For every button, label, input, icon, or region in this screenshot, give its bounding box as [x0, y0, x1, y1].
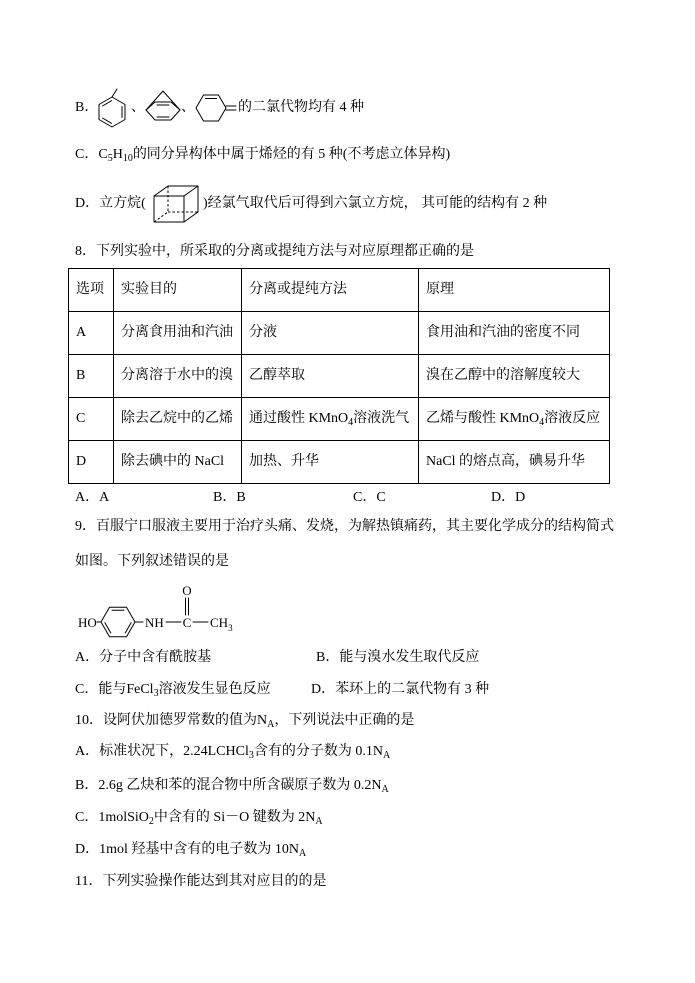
- q9-option-d: D．苯环上的二氯代物有 3 种: [311, 682, 490, 697]
- double-bond: [125, 623, 131, 633]
- text-segment: 溶液反应: [544, 411, 601, 426]
- subscript: A: [381, 784, 389, 795]
- toluene-structure: [95, 86, 135, 132]
- benzene-ring: [101, 607, 135, 636]
- table-row: [69, 312, 610, 355]
- double-bond: [105, 623, 111, 633]
- q8-stem: 8．下列实验中，所采取的分离或提纯方法与对应原理都正确的是: [75, 244, 474, 259]
- table-cell: 除去碘中的 NaCl: [114, 441, 242, 484]
- text-segment: )经氯气取代后可得到六氯立方烷， 其可能的结构有 2 种: [203, 196, 548, 211]
- methyl-text: CH: [210, 615, 229, 630]
- text-segment: 含有的分子数为 0.1N: [253, 744, 383, 759]
- text-segment: 溶液洗气: [353, 411, 410, 426]
- text-segment: A．标准状况下，2.24LCHCl: [75, 744, 249, 759]
- table-cell: 除去乙烷中的乙烯: [114, 398, 242, 441]
- table-cell: NaCl 的熔点高，碘易升华: [419, 441, 610, 484]
- subscript: 5: [107, 153, 113, 164]
- cubane-structure: [150, 184, 202, 226]
- cube-hidden-edge: [154, 212, 168, 222]
- table-cell: 分离食用油和汽油: [114, 312, 242, 355]
- subscript: 3: [153, 688, 159, 699]
- norbornadiene-structure: [144, 88, 184, 126]
- table-cell: 分液: [242, 312, 419, 355]
- cube-back-edges: [154, 186, 198, 222]
- table-cell: B: [69, 355, 114, 398]
- subscript: 3: [228, 623, 233, 633]
- option-label: B．: [75, 100, 99, 115]
- q9-stem-line-1: 9．百服宁口服液主要用于治疗头痛、发烧，为解热镇痛药，其主要化学成分的结构简式: [75, 519, 614, 534]
- amine-label: NH: [145, 615, 164, 630]
- table-cell: A: [69, 312, 114, 355]
- subscript: A: [299, 848, 307, 859]
- text-segment: D．立方烷(: [75, 196, 146, 211]
- text-segment: 中含有的 Si－O 键数为 2N: [153, 810, 316, 825]
- oxygen-label: O: [182, 583, 192, 598]
- cube-edge: [184, 186, 198, 196]
- text-segment: 10．设阿伏加德罗常数的值为N: [75, 713, 268, 728]
- text-segment: 通过酸性 KMnO: [249, 411, 349, 426]
- bridge-bond: [146, 91, 180, 110]
- q10-option-c: [75, 810, 323, 826]
- table-cell: 乙醇萃取: [242, 355, 419, 398]
- q9-stem-line-2: 如图。下列叙述错误的是: [75, 554, 229, 569]
- subscript: A: [382, 750, 391, 761]
- text-segment: 的同分异构体中属于烯烃的有 5 种(不考虑立体异构): [132, 147, 451, 162]
- q9-option-a: A．分子中含有酰胺基: [75, 650, 212, 665]
- methyl-label: [210, 615, 233, 633]
- table-row: [69, 355, 610, 398]
- methyl-bond: [112, 89, 117, 97]
- q8-option-a: A．A: [75, 490, 110, 505]
- table-header-cell: 分离或提纯方法: [242, 269, 419, 312]
- paracetamol-structure: [70, 578, 250, 644]
- text-segment: ，下列说法中正确的是: [274, 713, 415, 728]
- subscript: 4: [348, 417, 354, 428]
- table-header-row: [69, 269, 610, 312]
- subscript: 3: [248, 750, 254, 761]
- table-header-cell: 实验目的: [114, 269, 242, 312]
- q10-option-d: [75, 842, 306, 858]
- q7-option-c: [75, 147, 450, 163]
- q9-option-b: B．能与溴水发生取代反应: [316, 650, 480, 665]
- q9-option-c: [75, 682, 271, 698]
- q8-option-c: C．C: [353, 490, 386, 505]
- text-segment: C．1molSiO: [75, 810, 149, 825]
- subscript: 10: [122, 153, 133, 164]
- text-segment: H: [112, 147, 123, 162]
- table-row: [69, 398, 610, 441]
- cube-front-face: [154, 196, 184, 222]
- table-cell: 加热、升华: [242, 441, 419, 484]
- table-cell: D: [69, 441, 114, 484]
- table-cell: [419, 398, 610, 441]
- subscript: A: [315, 816, 323, 827]
- q8-table: [68, 268, 610, 484]
- table-header-cell: 原理: [419, 269, 610, 312]
- table-cell: C: [69, 398, 114, 441]
- table-cell: [242, 398, 419, 441]
- table-header-cell: 选项: [69, 269, 114, 312]
- separator: 、: [131, 100, 145, 115]
- q11-stem: 11．下列实验操作能达到其对应目的的是: [75, 874, 327, 889]
- hydroxyl-label: HO: [78, 615, 97, 630]
- separator: 、: [181, 100, 195, 115]
- subscript: 4: [539, 417, 545, 428]
- subscript: A: [267, 719, 275, 730]
- benzene-ring: [99, 97, 125, 127]
- option-text: 的二氯代物均有 4 种: [238, 100, 364, 115]
- subscript: 2: [148, 816, 154, 827]
- q10-stem: [75, 713, 414, 729]
- q8-option-b: B．B: [213, 490, 246, 505]
- table-cell: 分离溶于水中的溴: [114, 355, 242, 398]
- text-segment: B．2.6g 乙炔和苯的混合物中所含碳原子数为 0.2N: [75, 778, 382, 793]
- table-cell: 溴在乙醇中的溶解度较大: [419, 355, 610, 398]
- methylenecyclohexene-structure: [193, 90, 239, 126]
- carbonyl-carbon-label: C: [182, 615, 192, 630]
- text-segment: 溶液发生显色反应: [158, 682, 271, 697]
- table-row: [69, 441, 610, 484]
- text-segment: C．能与FeCl: [75, 682, 154, 697]
- text-segment: C．C: [75, 147, 108, 162]
- text-segment: 乙烯与酸性 KMnO: [426, 411, 540, 426]
- q10-option-b: [75, 778, 389, 794]
- q10-option-a: [75, 744, 390, 760]
- text-segment: D．1mol 羟基中含有的电子数为 10N: [75, 842, 299, 857]
- table-cell: 食用油和汽油的密度不同: [419, 312, 610, 355]
- q8-option-d: D．D: [491, 490, 526, 505]
